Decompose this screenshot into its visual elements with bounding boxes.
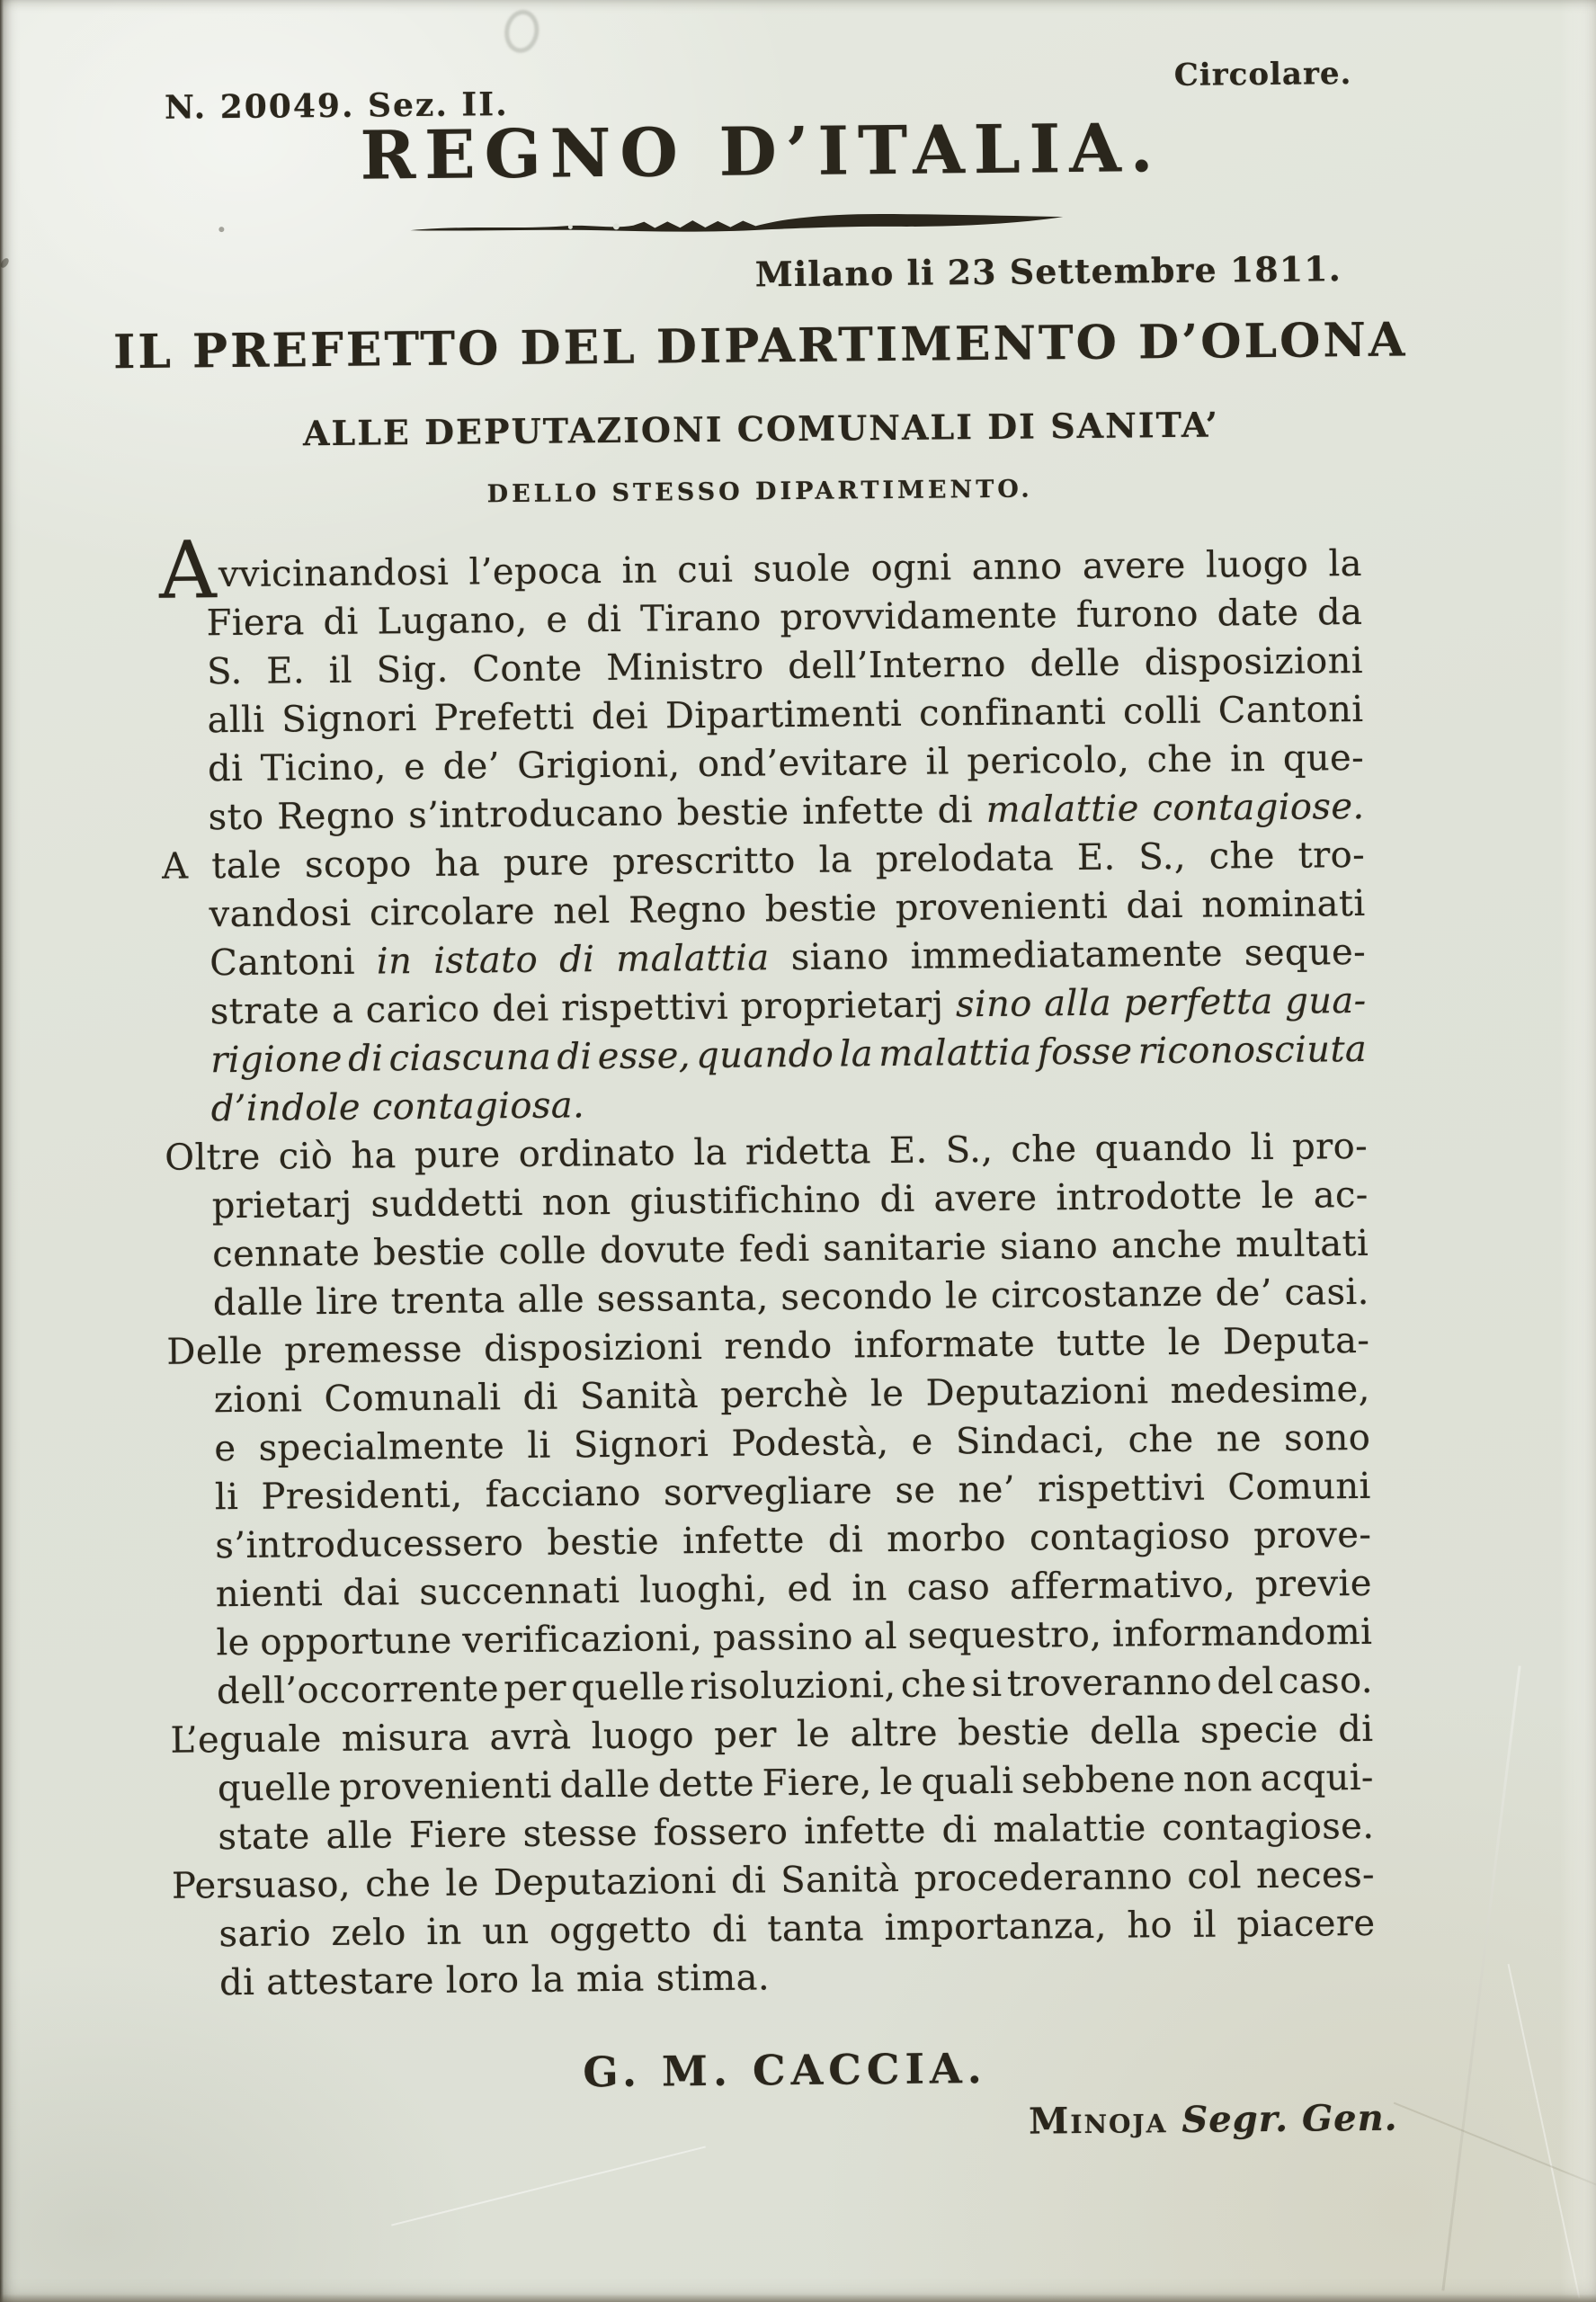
body-word: ne [1216, 1418, 1262, 1460]
body-word: di [711, 1908, 748, 1950]
body-word: succennati [419, 1569, 620, 1614]
body-word: strate [210, 990, 320, 1033]
body-word: il [1192, 1904, 1217, 1946]
body-word: le [796, 1713, 831, 1756]
body-word: bestie [372, 1231, 486, 1274]
body-word: che [364, 1862, 432, 1905]
body-word: s’introducessero [215, 1521, 524, 1567]
body-word: Tirano [639, 597, 762, 640]
body-word: di [557, 1036, 593, 1078]
body-word: e [911, 1421, 933, 1463]
body-word: nominati [1201, 882, 1366, 926]
body-word: ciascuna [388, 1036, 552, 1080]
secretary-name: Minoja [1028, 2099, 1168, 2143]
body-word: la [818, 839, 853, 881]
body-word: infette [682, 1519, 805, 1563]
body-word: quelle [571, 1666, 686, 1709]
body-word: alla [1044, 982, 1112, 1025]
body-word: Dipartimenti [664, 692, 903, 737]
body-word: sorvegliare [663, 1470, 873, 1514]
body-word: le [216, 1621, 250, 1664]
body-word: date [1217, 592, 1299, 635]
body-word: Oltre [165, 1136, 261, 1179]
body-word: si [971, 1663, 1003, 1706]
body-word: la [531, 1958, 566, 2001]
body-word: provenienti [339, 1764, 552, 1808]
body-word: alli [207, 699, 265, 742]
body-word: Comuni [1227, 1465, 1371, 1509]
body-word: misura [341, 1717, 470, 1760]
body-word: nienti [215, 1573, 324, 1616]
body-word: Sanità [780, 1858, 900, 1902]
body-word: ho [1127, 1905, 1173, 1947]
body-word: trenta [390, 1280, 505, 1323]
body-word: il [328, 649, 353, 691]
body-word: alle [325, 1815, 394, 1858]
body-word: da [1316, 591, 1363, 634]
body-word: la [693, 1131, 728, 1174]
body-word: nel [553, 889, 611, 932]
body-word: di [558, 939, 595, 981]
body-word: dai [1126, 884, 1184, 927]
body-word: affermativo, [1009, 1564, 1236, 1608]
body-word: perfetta [1123, 980, 1273, 1024]
body-word: di [1338, 1708, 1374, 1751]
body-word: se [895, 1469, 936, 1512]
body-word: quando [695, 1033, 834, 1077]
body-word: siano [999, 1225, 1099, 1268]
body-word: contagiosa. [371, 1084, 585, 1129]
body-word: contagiose. [1162, 1805, 1375, 1850]
body-word: di [941, 1809, 977, 1851]
body-word: ridetta [745, 1130, 872, 1173]
body-word: in [426, 1911, 462, 1954]
body-word: provenienti [895, 885, 1109, 929]
secretary-title: Segr. Gen. [1181, 2096, 1398, 2141]
body-word: gua- [1285, 979, 1367, 1022]
drop-cap: A [158, 523, 218, 617]
body-word: casi. [1284, 1271, 1369, 1314]
body-word: Fiera [206, 602, 305, 645]
page-edge-highlight [1560, 0, 1596, 2302]
body-word: sto [208, 796, 264, 839]
body-word: Prefetti [433, 696, 575, 739]
body-word: sario [218, 1913, 312, 1956]
body-word: morbo [886, 1517, 1007, 1561]
body-word: immediatamente [910, 932, 1224, 977]
body-word: di [937, 790, 974, 832]
body-word: di [207, 747, 244, 790]
body-word: col [1187, 1855, 1243, 1897]
body-word: sino [955, 983, 1032, 1026]
page-edge-shadow [0, 0, 4, 2302]
body-word: Regno [628, 888, 747, 932]
body-word: carico [365, 988, 480, 1031]
body-word: E. [888, 1129, 928, 1173]
body-word: passino [712, 1616, 854, 1659]
body-word: luoghi, [639, 1568, 768, 1611]
body-word: sebbene [1021, 1759, 1176, 1802]
body-word: verificazioni, [462, 1618, 703, 1662]
body-word: cui [676, 549, 734, 592]
body-word: prelodata [875, 837, 1055, 881]
body-word: circolare [369, 890, 536, 934]
body-word: Avvicinandosi [158, 523, 450, 617]
document-body [158, 523, 1376, 2012]
body-word: luogo [1205, 543, 1309, 586]
body-word: di [323, 601, 359, 644]
body-word: di [730, 1860, 767, 1902]
body-word: sessanta, [596, 1277, 770, 1321]
body-word: infette [802, 790, 925, 833]
body-word: suddetti [370, 1182, 524, 1226]
body-word: di [827, 1519, 864, 1561]
body-word: pure [414, 1134, 501, 1177]
body-word: pericolo, [967, 739, 1130, 783]
body-word: Sindaci, [955, 1419, 1106, 1463]
body-word: Signori [281, 698, 417, 741]
body-word: cennate [212, 1232, 361, 1276]
body-word: Cantoni [209, 941, 356, 985]
body-word: E. [1076, 836, 1116, 879]
kingdom-title: REGNO D’ITALIA. [360, 110, 1163, 195]
body-word: dette [657, 1762, 755, 1806]
body-word: Ticino, [260, 746, 387, 790]
body-word: Fiere [408, 1814, 508, 1857]
secretary-signature [10, 2097, 1397, 2153]
body-word: del [1217, 1660, 1274, 1703]
body-word: fosse [1037, 1031, 1133, 1074]
body-word: le [445, 1862, 479, 1905]
body-word: ciò [278, 1135, 334, 1178]
body-word: di [347, 1038, 384, 1080]
body-word: un [481, 1910, 530, 1953]
body-word: tanta [767, 1907, 865, 1950]
body-word: dovute [599, 1228, 727, 1272]
body-word: E. [266, 650, 306, 692]
body-word: bestie [957, 1711, 1071, 1754]
body-word: sequestro, [907, 1613, 1102, 1657]
body-word: altre [850, 1712, 939, 1755]
body-word: disposizioni [483, 1326, 703, 1370]
signature-name: G. M. CACCIA. [583, 2044, 987, 2097]
body-word: S. [206, 650, 243, 693]
page-edge-shadow [0, 2294, 1596, 2302]
body-word: li [214, 1476, 239, 1519]
body-word: de’ [442, 745, 501, 788]
body-word: state [218, 1816, 310, 1859]
body-word: della [1089, 1709, 1181, 1753]
body-word: le [1261, 1174, 1296, 1218]
addressee-heading: ALLE DEPUTAZIONI COMUNALI DI SANITA’ [302, 404, 1220, 454]
body-word: quando [1094, 1127, 1233, 1170]
body-word: que- [1282, 736, 1365, 780]
body-word: facciano [485, 1472, 642, 1516]
body-word: suole [753, 548, 851, 591]
body-word: secondo [780, 1275, 933, 1319]
body-word: che [1146, 738, 1213, 781]
body-word: rendo [724, 1325, 833, 1368]
body-word: quali [921, 1760, 1014, 1803]
body-word: pro- [1291, 1125, 1369, 1168]
body-word: Delle [166, 1330, 263, 1373]
body-word: non [541, 1182, 611, 1224]
body-word: risoluzioni, [690, 1664, 896, 1709]
body-word: che [1128, 1418, 1194, 1461]
body-word: bestie [764, 888, 878, 931]
body-word: avere [1082, 544, 1186, 587]
body-word: in [621, 549, 658, 592]
body-word: troveranno [1006, 1661, 1213, 1705]
body-word: furono [1075, 593, 1199, 637]
body-word: anche [1110, 1224, 1223, 1267]
body-word: sono [1283, 1416, 1371, 1459]
body-word: al [863, 1615, 898, 1658]
body-word: Lugano, [377, 599, 528, 643]
body-word: circostanze [990, 1272, 1204, 1316]
body-word: e [214, 1428, 236, 1470]
body-word: Persuaso, [171, 1863, 352, 1907]
body-word: neces- [1255, 1853, 1376, 1897]
body-word: Podestà, [731, 1422, 889, 1465]
body-word: stesse [522, 1812, 638, 1855]
body-word: premesse [284, 1328, 463, 1372]
body-word: il [925, 741, 950, 783]
body-word: Regno [277, 795, 396, 838]
body-word: pure [503, 842, 590, 885]
body-word: ogni [870, 547, 952, 590]
body-word: contagioso [1029, 1515, 1231, 1559]
body-word: Signori [573, 1423, 709, 1467]
body-word: in [376, 941, 413, 983]
body-word: acqui- [1260, 1756, 1375, 1800]
body-word: specie [1199, 1709, 1319, 1752]
body-word: seque- [1244, 931, 1367, 975]
body-word: istato [433, 939, 539, 982]
body-word: Grigioni, [517, 744, 681, 787]
body-word: de’ [1215, 1271, 1273, 1315]
body-word: stima. [655, 1957, 771, 2000]
body-word: fedi [738, 1227, 810, 1271]
body-word: quelle [217, 1767, 332, 1810]
body-word: tro- [1297, 834, 1366, 877]
body-word: avrà [489, 1716, 572, 1759]
body-word: ed [787, 1567, 833, 1611]
body-word: Deputa- [1222, 1319, 1370, 1363]
body-word: rigione [210, 1038, 343, 1082]
body-word: bestie [676, 791, 789, 834]
body-word: le [944, 1275, 979, 1317]
reference-number: N. 20049. Sez. II. [164, 85, 509, 127]
body-word: che [1011, 1129, 1077, 1171]
body-word: colle [498, 1230, 587, 1273]
body-word: s’introducano [408, 792, 664, 837]
body-word: piacere [1236, 1902, 1376, 1946]
body-word: tale [211, 844, 282, 888]
body-word: malattia [878, 1031, 1032, 1075]
body-word: malattie [985, 788, 1140, 831]
body-word: ha [351, 1135, 397, 1177]
body-word: siano [790, 936, 889, 979]
body-word: Comunali [324, 1377, 502, 1421]
body-word: perchè [720, 1373, 850, 1416]
body-word: specialmente [258, 1425, 505, 1469]
body-word: in [1229, 737, 1266, 781]
body-word: non [1182, 1758, 1253, 1800]
body-word: disposizioni [1144, 639, 1364, 684]
body-word: mia [575, 1958, 645, 2001]
body-word: attestare [266, 1959, 435, 2003]
body-word: provvidamente [780, 594, 1058, 639]
body-word: informandomi [1111, 1611, 1373, 1655]
circular-label: Circolare. [1173, 56, 1352, 94]
body-word: fossero [653, 1811, 789, 1854]
body-word: prove- [1253, 1513, 1372, 1557]
body-word: contagiose. [1152, 785, 1365, 830]
body-word: sanitarie [823, 1226, 987, 1270]
body-word: scopo [304, 843, 412, 887]
body-word: di [218, 1961, 255, 2004]
body-word: caso [906, 1566, 991, 1609]
body-word: anno [971, 546, 1063, 589]
body-word: le [869, 1372, 905, 1415]
body-word: prietarj [211, 1183, 352, 1227]
body-word: procederanno [914, 1856, 1173, 1900]
body-word: vandosi [209, 892, 352, 936]
body-word: ha [434, 843, 481, 885]
body-word: caso. [1278, 1659, 1374, 1702]
body-word: dai [342, 1572, 400, 1614]
body-word: importanza, [884, 1905, 1108, 1950]
body-word: e [403, 745, 426, 789]
body-word: che [900, 1664, 967, 1706]
body-word: oggetto [548, 1909, 692, 1952]
body-word: Presidenti, [261, 1474, 463, 1518]
body-word: Conte [472, 647, 583, 691]
body-word: di [585, 598, 622, 641]
body-word: opportune [260, 1619, 452, 1664]
body-word: multati [1235, 1222, 1369, 1266]
body-line [173, 1951, 1376, 2012]
body-word: proprietarj [740, 984, 944, 1028]
body-word: loro [445, 1959, 520, 2002]
body-word: Ministro [606, 646, 764, 690]
body-word: li [527, 1424, 551, 1467]
body-word: a [331, 989, 354, 1031]
body-word: malattie [993, 1807, 1146, 1851]
addressee-subheading: DELLO STESSO DIPARTIMENTO. [486, 475, 1033, 509]
body-word: alle [517, 1279, 585, 1322]
body-word: A [161, 845, 189, 888]
paper-speck [218, 227, 224, 232]
body-word: informate [853, 1323, 1036, 1367]
body-word: di [522, 1376, 558, 1418]
body-word: Deputazioni [925, 1370, 1149, 1414]
body-word: previe [1254, 1562, 1373, 1606]
body-word: d’indole [210, 1086, 361, 1130]
body-word: zelo [331, 1912, 406, 1955]
body-word: zioni [213, 1379, 303, 1422]
body-word: dei [591, 695, 649, 738]
body-word: che [1208, 834, 1276, 878]
body-word: Sig. [376, 648, 449, 691]
body-word: tutte [1056, 1322, 1146, 1365]
body-word: confinanti [918, 691, 1107, 735]
body-word: giustifichino [629, 1179, 861, 1223]
body-word: la [839, 1033, 874, 1075]
body-word: colli [1122, 690, 1202, 733]
body-word: Deputazioni [493, 1860, 717, 1905]
body-word: infette [803, 1809, 927, 1852]
body-word: medesime, [1170, 1368, 1370, 1413]
body-word: prescritto [612, 840, 797, 883]
body-word: delle [1030, 642, 1121, 685]
ornament-divider-icon [408, 206, 1066, 239]
body-word: luogo [591, 1715, 695, 1758]
body-word: introdotte [1056, 1175, 1243, 1219]
body-word: li [1250, 1126, 1275, 1169]
body-word: avere [933, 1177, 1038, 1220]
body-word: ond’evitare [697, 741, 909, 786]
body-word: per [713, 1714, 778, 1756]
paper-smudge [502, 7, 542, 56]
body-word: Sanità [579, 1375, 700, 1418]
body-word: malattia [616, 937, 770, 980]
body-word: dell’Interno [788, 643, 1007, 688]
dateline: Milano li 23 Settembre 1811. [754, 248, 1342, 295]
body-word: dell’occorrente [216, 1668, 500, 1713]
body-word: esse, [597, 1035, 691, 1078]
body-word: S., [1138, 835, 1187, 879]
body-word: lire [315, 1280, 379, 1324]
body-word: rispettivi [1037, 1467, 1206, 1511]
body-word: Fiere, [762, 1762, 873, 1805]
body-word: ordinato [518, 1132, 676, 1175]
body-word: riconosciuta [1137, 1028, 1368, 1073]
body-word: dalle [212, 1281, 304, 1325]
body-word: ac- [1313, 1173, 1369, 1217]
body-word: bestie [547, 1521, 660, 1564]
body-word: ne’ [958, 1468, 1016, 1512]
body-word: in [851, 1567, 887, 1610]
body-word: le [1167, 1321, 1202, 1364]
body-word: la [1328, 542, 1363, 585]
body-word: le [879, 1761, 914, 1804]
body-word: l’epoca [468, 550, 602, 593]
body-word: L’eguale [170, 1718, 322, 1762]
body-word: S., [945, 1129, 994, 1172]
body-word: di [879, 1178, 915, 1221]
body-word: per [504, 1667, 567, 1710]
body-word: e [546, 599, 568, 641]
body-word: rispettivi [560, 986, 729, 1030]
body-word: dei [492, 987, 549, 1031]
body-word: dalle [559, 1763, 651, 1807]
issuer-heading: IL PREFETTO DEL DIPARTIMENTO D’OLONA [112, 312, 1408, 380]
body-word: Cantoni [1217, 688, 1364, 732]
